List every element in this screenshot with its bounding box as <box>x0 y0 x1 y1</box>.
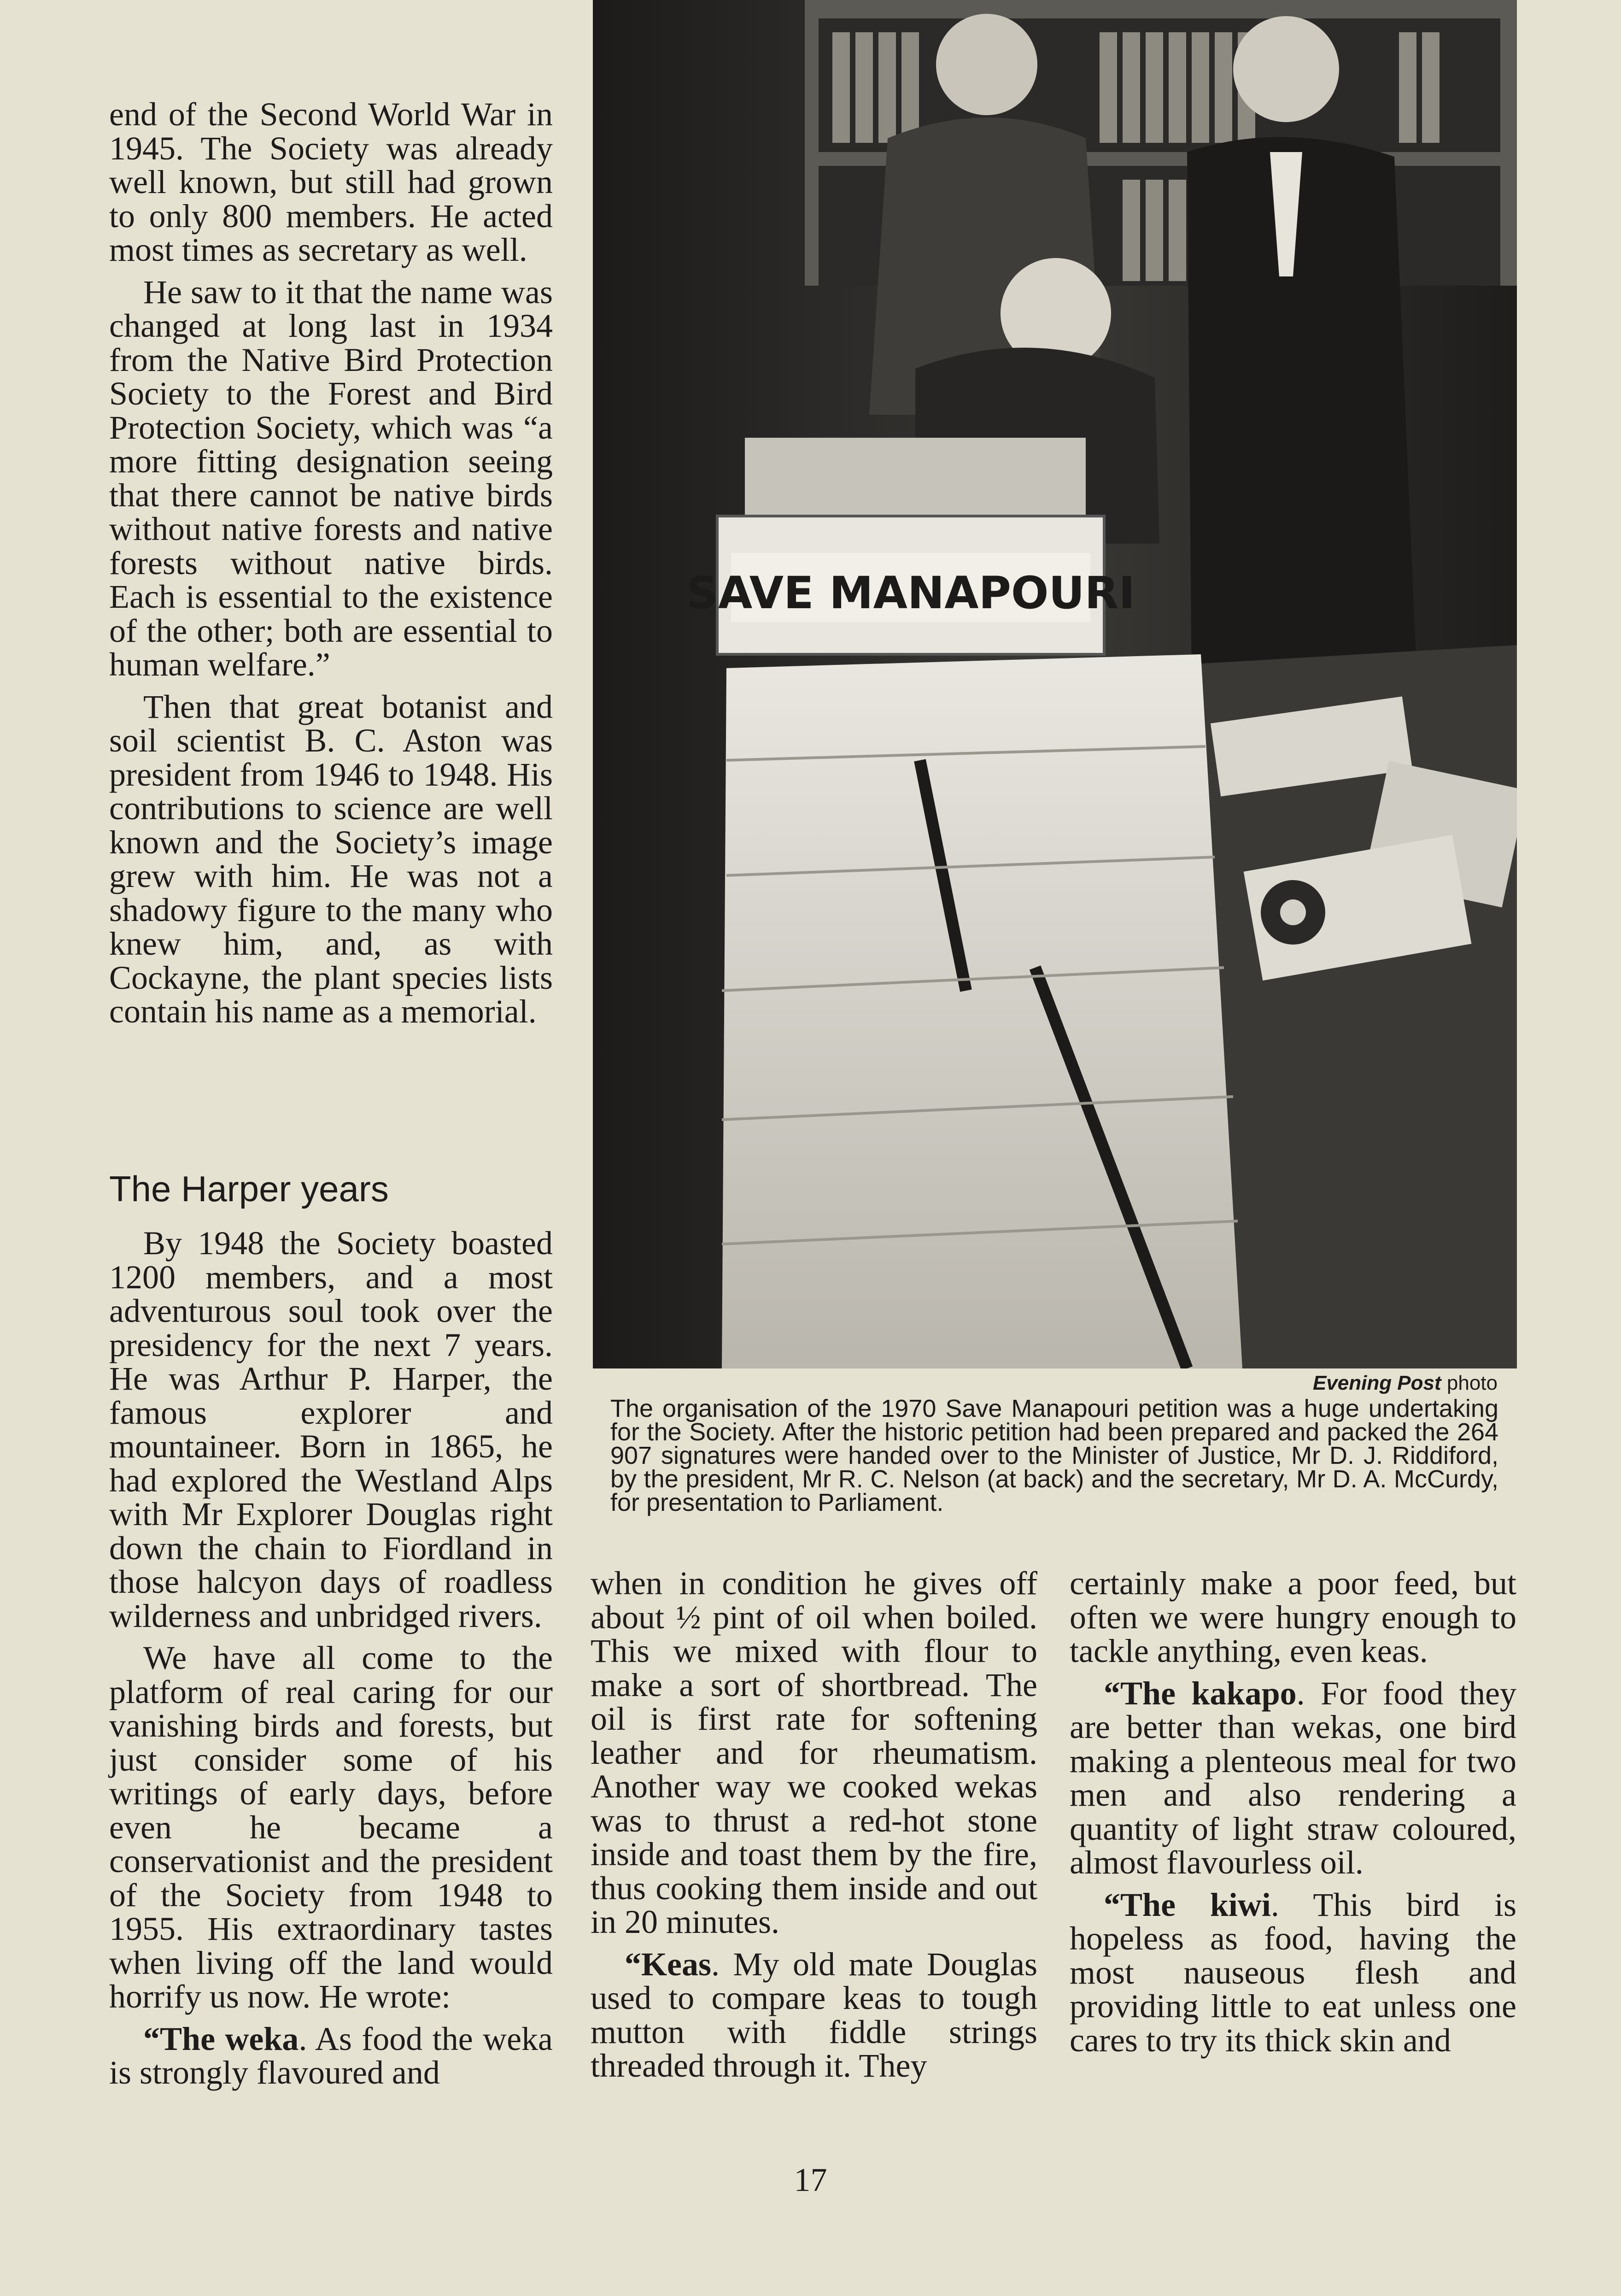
keas-text: . My old mate Douglas used to compare keas to tough mutton with fiddle strings threaded through it. They <box>591 1945 1037 2084</box>
paragraph: when in condition he gives off about ½ pint of oil when boiled. This we mixed with flour to make a sort of shortbread. The oil is first rate for softening leather and for rheumatism. Another way we cooked wekas was to thrust a red-hot stone inside and toast them by the fire, thus cooking them inside and out in 20 minutes. <box>591 1565 1037 1940</box>
sign-text: SAVE MANAPOURI <box>686 567 1135 619</box>
kakapo-text: . For food they are better than wekas, one bird making a plenteous meal for two men and also rendering a quantity of light straw coloured, almost flavourless oil. <box>1070 1674 1516 1881</box>
weka-paragraph <box>109 2022 553 2090</box>
paragraph: By 1948 the Society boasted 1200 members, and a most adventurous soul took over the presidency for the next 7 years. He was Arthur P. Harper, the famous explorer and mountaineer. Born in 1865, he had explored the Westland Alps with Mr Explorer Douglas right down the chain to Fiordland in those halcyon days of roadless wilderness and unbridged rivers. <box>109 1225 553 1634</box>
weka-lead: “The weka <box>143 2020 299 2057</box>
kiwi-lead: “The kiwi <box>1104 1886 1271 1923</box>
credit-source: Evening Post <box>1312 1372 1441 1394</box>
keas-paragraph <box>591 1945 1037 2084</box>
kiwi-text: . This bird is hopeless as food, having the most nauseous flesh and providing little to eat unless one cares to try its thick skin and <box>1070 1886 1516 2059</box>
photo-illustration <box>593 0 1517 1368</box>
page-number: 17 <box>794 2161 827 2198</box>
column-1-top <box>109 98 553 1029</box>
section-heading: The Harper years <box>109 1169 389 1209</box>
photo-credit <box>593 1371 1498 1395</box>
paragraph: He saw to it that the name was changed at long last in 1934 from the Native Bird Protection Society to the Forest and Bird Protection Society, which was “a more fitting designation seeing that there cannot be native birds without native forests and native forests without native birds. Each is essential to the existence of the other; both are essential to human welfare.” <box>109 273 553 683</box>
petition-photo <box>593 0 1517 1368</box>
keas-lead: “Keas <box>625 1945 711 1983</box>
column-3 <box>1070 1567 1516 2057</box>
credit-word: photo <box>1441 1372 1498 1394</box>
paragraph: We have all come to the platform of real caring for our vanishing birds and forests, but just consider some of his writings of early days, before even he became a conservationist and the president of the Society from 1948 to 1955. His extraordinary tastes when living off the land would horrify us now. He wrote: <box>109 1639 553 2015</box>
paragraph: end of the Second World War in 1945. The Society was already well known, but still had grown to only 800 members. He acted most times as secretary as well. <box>109 96 553 268</box>
kakapo-lead: “The kakapo <box>1104 1674 1297 1712</box>
weka-text: . As food the weka is strongly flavoured and <box>109 2020 553 2091</box>
column-1-bottom <box>109 1227 553 2090</box>
paragraph: Then that great botanist and soil scientist B. C. Aston was president from 1946 to 1948. His contributions to science are well known and the Society’s image grew with him. He was not a shadowy figure to the many who knew him, and, as with Cockayne, the plant species lists contain his name as a memorial. <box>109 688 553 1030</box>
paragraph: certainly make a poor feed, but often we were hungry enough to tackle anything, even keas. <box>1070 1565 1516 1669</box>
column-2 <box>591 1567 1037 2083</box>
kiwi-paragraph <box>1070 1888 1516 2058</box>
photo-caption: The organisation of the 1970 Save Manapouri petition was a huge undertaking for the Society. After the historic petition had been prepared and packed the 264 907 signatures were handed over to the Minister of Justice, Mr D. J. Riddiford, by the president, Mr R. C. Nelson (at back) and the secretary, Mr D. A. McCurdy, for presentation to Parliament. <box>610 1395 1498 1516</box>
kakapo-paragraph <box>1070 1674 1516 1881</box>
